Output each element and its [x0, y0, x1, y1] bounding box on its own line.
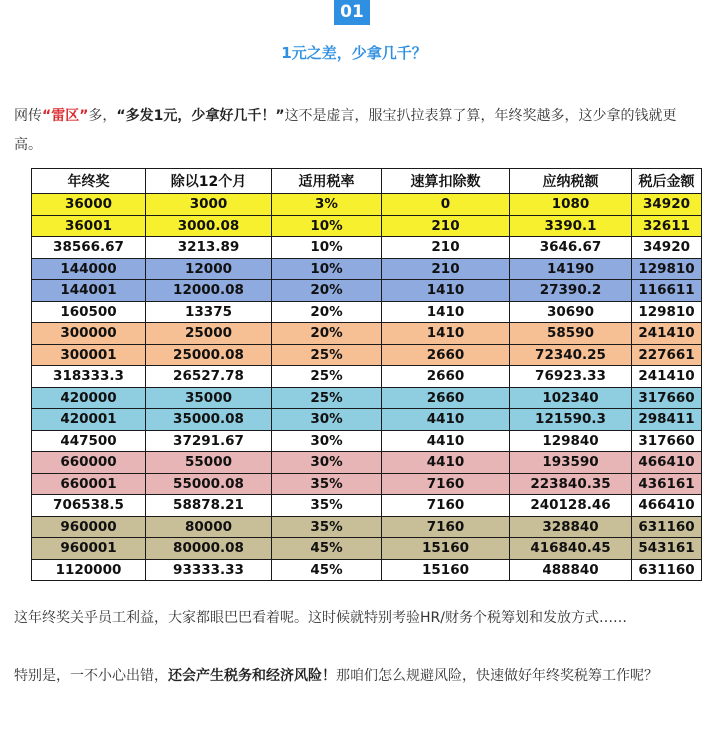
table-cell: 129810 [632, 258, 702, 280]
intro-prefix: 网传 [14, 108, 42, 124]
table-cell: 1410 [382, 301, 510, 323]
table-cell: 14190 [510, 258, 632, 280]
table-cell: 35% [272, 495, 382, 517]
para3-bold: 还会产生税务和经济风险！ [168, 668, 336, 684]
table-cell: 2660 [382, 366, 510, 388]
tax-table-image [31, 168, 695, 594]
intro-rest: 这不是虚言，服宝扒拉表算了算，年终奖越多，这少拿的钱就更高。 [14, 108, 677, 153]
table-cell: 34920 [632, 194, 702, 216]
table-cell: 7160 [382, 516, 510, 538]
table-row [32, 559, 702, 581]
body-paragraph-1: 这年终奖关乎员工利益，大家都眼巴巴看着呢。这时候就特别考验HR/财务个税筹划和发放方式…… [14, 610, 627, 626]
table-cell: 36001 [32, 215, 146, 237]
table-cell: 15160 [382, 538, 510, 560]
table-cell: 2660 [382, 344, 510, 366]
section-title: 1元之差，少拿几千？ [281, 44, 427, 62]
table-cell: 129810 [632, 301, 702, 323]
table-cell: 447500 [32, 430, 146, 452]
table-row [32, 215, 702, 237]
tax-table [31, 168, 702, 581]
table-cell: 241410 [632, 323, 702, 345]
table-cell: 960000 [32, 516, 146, 538]
table-cell: 20% [272, 301, 382, 323]
table-cell: 241410 [632, 366, 702, 388]
intro-mid: 多， [88, 108, 117, 124]
table-cell: 30% [272, 409, 382, 431]
table-cell: 1410 [382, 323, 510, 345]
table-cell: 10% [272, 237, 382, 259]
table-row [32, 301, 702, 323]
table-cell: 58878.21 [146, 495, 272, 517]
table-cell: 660000 [32, 452, 146, 474]
table-cell: 55000 [146, 452, 272, 474]
table-cell: 30% [272, 452, 382, 474]
table-cell: 3390.1 [510, 215, 632, 237]
table-cell: 3000 [146, 194, 272, 216]
table-row [32, 516, 702, 538]
table-cell: 144000 [32, 258, 146, 280]
table-cell: 298411 [632, 409, 702, 431]
table-cell: 318333.3 [32, 366, 146, 388]
column-header: 年终奖 [32, 169, 146, 194]
table-cell: 223840.35 [510, 473, 632, 495]
table-cell: 543161 [632, 538, 702, 560]
table-row [32, 323, 702, 345]
table-cell: 0 [382, 194, 510, 216]
table-cell: 240128.46 [510, 495, 632, 517]
table-row [32, 387, 702, 409]
table-cell: 36000 [32, 194, 146, 216]
table-cell: 210 [382, 258, 510, 280]
table-cell: 20% [272, 280, 382, 302]
table-row [32, 194, 702, 216]
table-cell: 7160 [382, 495, 510, 517]
table-cell: 317660 [632, 430, 702, 452]
table-cell: 80000.08 [146, 538, 272, 560]
table-cell: 93333.33 [146, 559, 272, 581]
table-cell: 300001 [32, 344, 146, 366]
table-cell: 25% [272, 344, 382, 366]
table-cell: 960001 [32, 538, 146, 560]
table-cell: 4410 [382, 430, 510, 452]
table-row [32, 452, 702, 474]
table-cell: 25000.08 [146, 344, 272, 366]
table-cell: 10% [272, 215, 382, 237]
table-cell: 631160 [632, 559, 702, 581]
table-cell: 30% [272, 430, 382, 452]
table-cell: 129840 [510, 430, 632, 452]
table-cell: 38566.67 [32, 237, 146, 259]
table-cell: 27390.2 [510, 280, 632, 302]
table-cell: 3000.08 [146, 215, 272, 237]
table-row [32, 258, 702, 280]
table-row [32, 237, 702, 259]
table-cell: 13375 [146, 301, 272, 323]
table-cell: 466410 [632, 452, 702, 474]
column-header: 速算扣除数 [382, 169, 510, 194]
table-cell: 25% [272, 366, 382, 388]
table-cell: 1080 [510, 194, 632, 216]
table-cell: 660001 [32, 473, 146, 495]
table-cell: 58590 [510, 323, 632, 345]
table-cell: 55000.08 [146, 473, 272, 495]
table-row [32, 495, 702, 517]
table-cell: 35% [272, 473, 382, 495]
table-body [32, 194, 702, 581]
column-header: 除以12个月 [146, 169, 272, 194]
table-cell: 631160 [632, 516, 702, 538]
table-cell: 3646.67 [510, 237, 632, 259]
table-cell: 706538.5 [32, 495, 146, 517]
table-cell: 102340 [510, 387, 632, 409]
table-cell: 193590 [510, 452, 632, 474]
table-cell: 4410 [382, 409, 510, 431]
table-cell: 34920 [632, 237, 702, 259]
table-cell: 420001 [32, 409, 146, 431]
body-paragraph-2 [14, 662, 700, 691]
table-cell: 3% [272, 194, 382, 216]
table-cell: 436161 [632, 473, 702, 495]
table-cell: 12000.08 [146, 280, 272, 302]
intro-paragraph [14, 102, 700, 160]
table-cell: 121590.3 [510, 409, 632, 431]
table-row [32, 366, 702, 388]
table-cell: 7160 [382, 473, 510, 495]
table-cell: 12000 [146, 258, 272, 280]
table-row [32, 409, 702, 431]
table-cell: 488840 [510, 559, 632, 581]
table-row [32, 538, 702, 560]
intro-bold-quote: “多发1元，少拿好几千！” [116, 108, 285, 124]
table-cell: 37291.67 [146, 430, 272, 452]
table-cell: 15160 [382, 559, 510, 581]
table-cell: 80000 [146, 516, 272, 538]
column-header: 适用税率 [272, 169, 382, 194]
table-cell: 116611 [632, 280, 702, 302]
table-cell: 210 [382, 237, 510, 259]
table-cell: 317660 [632, 387, 702, 409]
para3-rest: 那咱们怎么规避风险，快速做好年终奖税筹工作呢？ [336, 668, 658, 684]
table-row [32, 280, 702, 302]
section-number-badge: 01 [334, 0, 370, 25]
table-cell: 466410 [632, 495, 702, 517]
table-cell: 35% [272, 516, 382, 538]
table-cell: 30690 [510, 301, 632, 323]
table-header-row [32, 169, 702, 194]
table-cell: 416840.45 [510, 538, 632, 560]
table-cell: 328840 [510, 516, 632, 538]
table-cell: 35000 [146, 387, 272, 409]
column-header: 税后金额 [632, 169, 702, 194]
table-cell: 3213.89 [146, 237, 272, 259]
table-cell: 2660 [382, 387, 510, 409]
table-row [32, 473, 702, 495]
table-cell: 300000 [32, 323, 146, 345]
table-cell: 45% [272, 538, 382, 560]
table-cell: 76923.33 [510, 366, 632, 388]
table-cell: 20% [272, 323, 382, 345]
table-row [32, 344, 702, 366]
table-cell: 1120000 [32, 559, 146, 581]
table-cell: 25000 [146, 323, 272, 345]
table-cell: 10% [272, 258, 382, 280]
table-cell: 420000 [32, 387, 146, 409]
table-cell: 32611 [632, 215, 702, 237]
table-cell: 210 [382, 215, 510, 237]
table-cell: 1410 [382, 280, 510, 302]
column-header: 应纳税额 [510, 169, 632, 194]
table-cell: 144001 [32, 280, 146, 302]
table-cell: 35000.08 [146, 409, 272, 431]
para3-prefix: 特别是，一不小心出错， [14, 668, 168, 684]
table-cell: 4410 [382, 452, 510, 474]
table-cell: 25% [272, 387, 382, 409]
table-row [32, 430, 702, 452]
table-cell: 26527.78 [146, 366, 272, 388]
table-cell: 45% [272, 559, 382, 581]
table-cell: 72340.25 [510, 344, 632, 366]
intro-highlight: “雷区” [42, 108, 89, 124]
table-cell: 227661 [632, 344, 702, 366]
table-cell: 160500 [32, 301, 146, 323]
